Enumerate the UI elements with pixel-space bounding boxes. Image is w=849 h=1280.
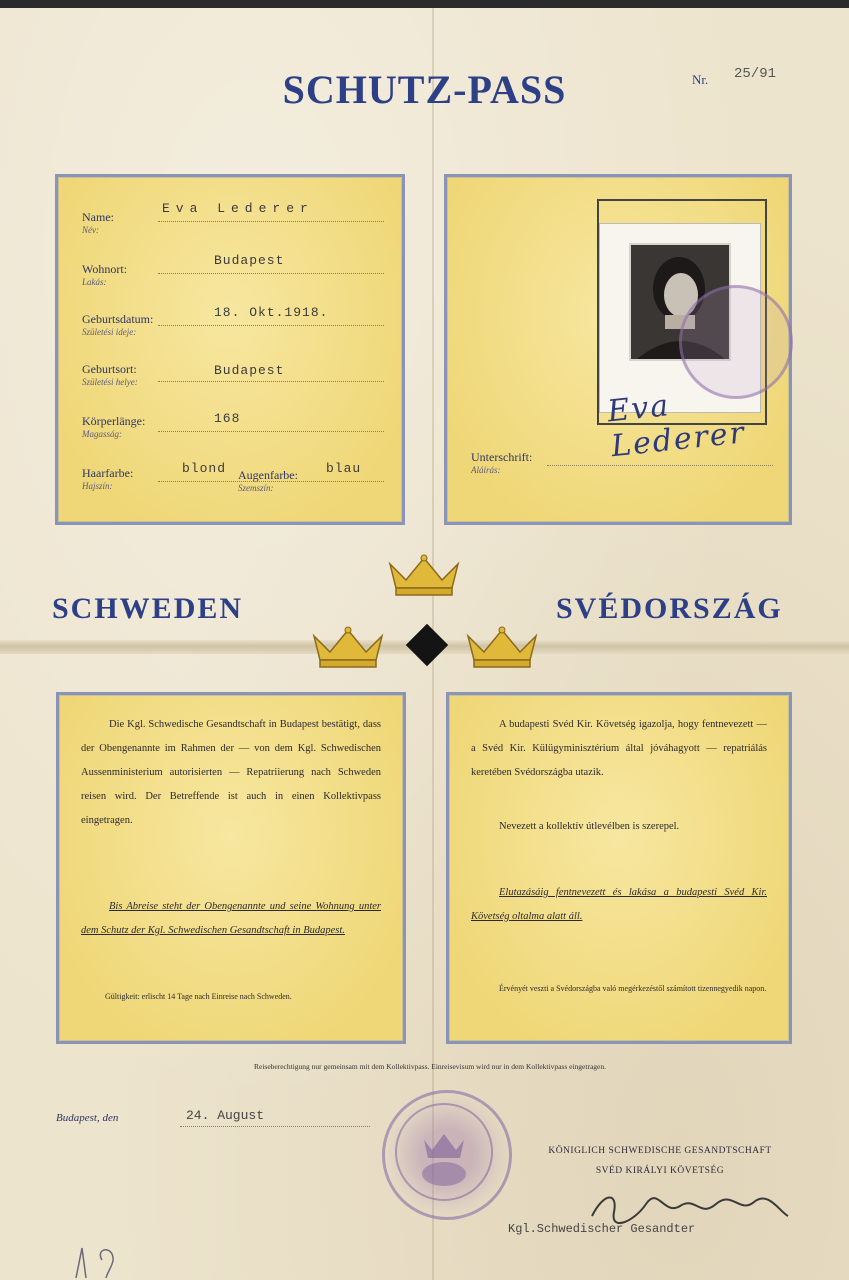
- height-value: 168: [214, 411, 241, 426]
- number-label: Nr.: [692, 72, 709, 87]
- residence-label: Wohnort: Lakás:: [82, 262, 128, 287]
- crown-icon-right: [464, 626, 540, 670]
- birthdate-value: 18. Okt.1918.: [214, 305, 329, 320]
- legation-name-hu: SVÉD KIRÁLYI KÖVETSÉG: [595, 1166, 725, 1176]
- number-value: 25/91: [734, 66, 777, 82]
- birthplace-value: Budapest: [214, 363, 285, 378]
- hungarian-validity: Érvényét veszti a Svédországba való megérkezéstől számított tizennegyedik napon.: [499, 984, 767, 993]
- legation-name-de: KÖNIGLICH SCHWEDISCHE GESANDTSCHAFT: [548, 1146, 772, 1156]
- hungarian-protection: Elutazásáig fentnevezett és lakása a budapesti Svéd Kir. Követség oltalma alatt áll.: [471, 887, 767, 922]
- crown-icon-top: [386, 554, 462, 598]
- signature: Eva Lederer: [605, 388, 748, 465]
- place-label: Budapest, den: [56, 1112, 119, 1124]
- height-label: Körperlänge: Magasság:: [82, 414, 146, 439]
- date-value: 24. August: [186, 1108, 265, 1123]
- eye-value: blau: [326, 461, 362, 476]
- signature-label: Unterschrift: Aláírás:: [471, 450, 533, 475]
- hair-line: [158, 481, 384, 482]
- residence-value: Budapest: [214, 253, 285, 268]
- top-edge: [0, 0, 849, 8]
- name-line: [158, 221, 384, 222]
- name-value: Eva Lederer: [162, 201, 314, 216]
- hair-label: Haarfarbe: Hajszín:: [82, 466, 134, 491]
- hair-value: blond: [182, 461, 227, 476]
- hungarian-body: A budapesti Svéd Kir. Követség igazolja, hogy fentnevezett — a Svéd Kir. Külügyminisztérium által jóváhagyott — repatriálás keretében Svédországba utazik.: [471, 719, 767, 778]
- german-text-box: [56, 692, 406, 1044]
- travel-note: Reiseberechtigung nur gemeinsam mit dem Kollektivpass. Einreisevisum wird nur in dem Kollektivpass eingetragen.: [253, 1062, 606, 1071]
- date-line: [180, 1126, 370, 1127]
- birthdate-label: Geburtsdatum: Születési ideje:: [82, 312, 154, 337]
- german-protection: Bis Abreise steht der Obengenannte und seine Wohnung unter dem Schutz der Kgl. Schwedischen Gesandtschaft in Budapest.: [81, 901, 381, 936]
- hungarian-body-2: Nevezett a kollektív útlevélben is szerepel.: [499, 821, 680, 832]
- crown-icon-left: [310, 626, 386, 670]
- minister-title: Kgl.Schwedischer Gesandter: [508, 1222, 696, 1236]
- photo-box: [444, 174, 792, 525]
- birthplace-line: [158, 381, 384, 382]
- birthplace-label: Geburtsort: Születési helye:: [82, 362, 138, 387]
- signature-line: [547, 465, 773, 466]
- hungarian-text-box: [446, 692, 792, 1044]
- name-label: Name: Név:: [82, 210, 114, 235]
- country-right: SVÉDORSZÁG: [556, 592, 783, 625]
- height-line: [158, 431, 384, 432]
- country-left: SCHWEDEN: [52, 592, 244, 625]
- german-validity: Gültigkeit: erlischt 14 Tage nach Einreise nach Schweden.: [105, 992, 292, 1001]
- eye-label: Augenfarbe: Szemszín:: [238, 468, 298, 493]
- birthdate-line: [158, 325, 384, 326]
- german-body: Die Kgl. Schwedische Gesandtschaft in Budapest bestätigt, dass der Obengenannte im Rahmen der — von dem Kgl. Schwedischen Aussenministerium autorisierten — Repatriierung nach Schweden reisen wird. Der Betreffende ist auch in einen Kollektivpass eingetragen.: [81, 719, 381, 826]
- corner-mark-icon: [72, 1240, 142, 1280]
- residence-line: [158, 273, 384, 274]
- seal-crown-icon: [382, 1090, 506, 1214]
- personal-data-box: [55, 174, 405, 525]
- document-title: SCHUTZ-PASS: [282, 67, 567, 112]
